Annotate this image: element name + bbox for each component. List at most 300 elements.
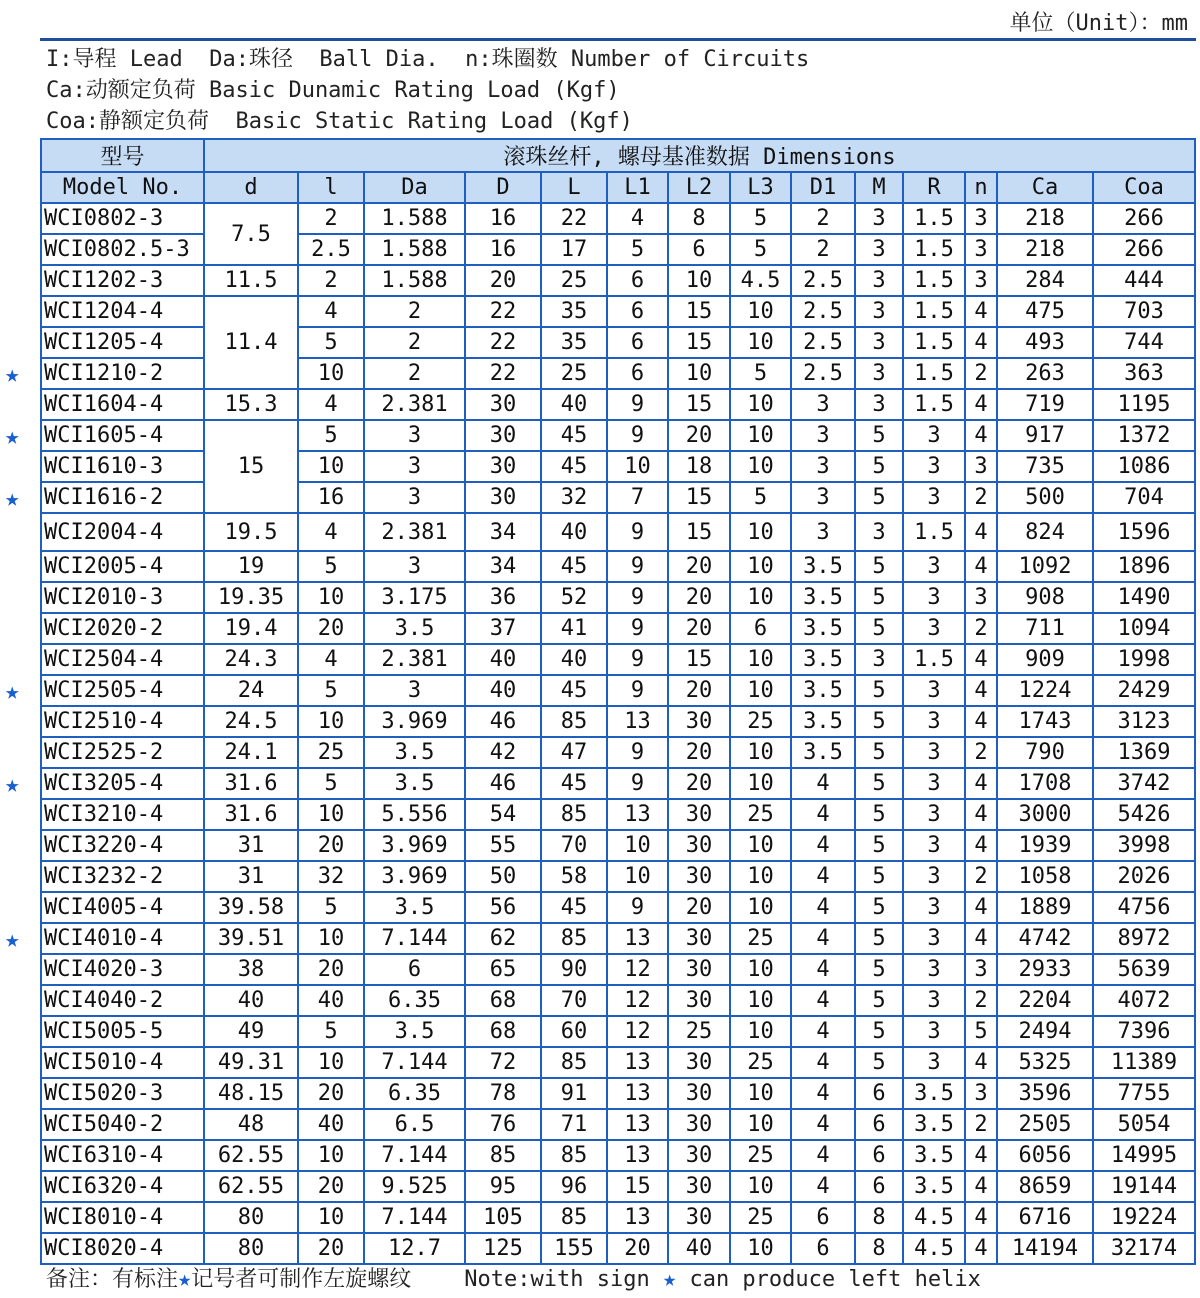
model-cell: WCI2510-4 [41, 706, 204, 737]
cell-n: 2 [965, 985, 997, 1016]
cell-l: 40 [298, 1109, 364, 1140]
cell-da: 7.144 [364, 1140, 465, 1171]
cell-d: 22 [465, 358, 541, 389]
cell-l3: 10 [730, 861, 791, 892]
cell-n: 3 [965, 451, 997, 482]
cell-ca: 3000 [997, 799, 1093, 830]
cell-coa: 19224 [1093, 1202, 1195, 1233]
cell-m: 3 [855, 644, 903, 675]
cell-coa: 444 [1093, 265, 1195, 296]
cell-d1: 3.5 [791, 675, 855, 706]
cell-l3: 10 [730, 296, 791, 327]
cell-l2: 30 [668, 1171, 730, 1202]
cell-l: 17 [541, 234, 607, 265]
cell-d: 72 [465, 1047, 541, 1078]
cell-n: 3 [965, 265, 997, 296]
cell-da: 3.5 [364, 1016, 465, 1047]
cell-d: 46 [465, 768, 541, 799]
cell-r: 3 [903, 482, 965, 513]
cell-m: 5 [855, 706, 903, 737]
cell-d: 54 [465, 799, 541, 830]
column-header: n [965, 172, 997, 203]
cell-d1: 3 [791, 513, 855, 551]
cell-coa: 1086 [1093, 451, 1195, 482]
cell-ca: 2933 [997, 954, 1093, 985]
cell-d: 62.55 [204, 1140, 298, 1171]
cell-l: 85 [541, 1047, 607, 1078]
cell-d: 49 [204, 1016, 298, 1047]
cell-r: 3 [903, 675, 965, 706]
model-header-cn: 型号 [41, 139, 204, 172]
model-cell: WCI6320-4 [41, 1171, 204, 1202]
cell-coa: 8972 [1093, 923, 1195, 954]
cell-d: 49.31 [204, 1047, 298, 1078]
cell-l: 47 [541, 737, 607, 768]
cell-m: 5 [855, 861, 903, 892]
cell-da: 3.5 [364, 768, 465, 799]
cell-da: 7.144 [364, 1202, 465, 1233]
cell-da: 1.588 [364, 203, 465, 234]
cell-l: 5 [298, 327, 364, 358]
model-cell: WCI5005-5 [41, 1016, 204, 1047]
cell-d1: 4 [791, 861, 855, 892]
cell-m: 5 [855, 737, 903, 768]
model-cell: WCI2525-2 [41, 737, 204, 768]
cell-d1: 2.5 [791, 296, 855, 327]
model-cell: WCI1610-3 [41, 451, 204, 482]
cell-d: 30 [465, 451, 541, 482]
cell-d1: 2 [791, 234, 855, 265]
cell-n: 4 [965, 706, 997, 737]
cell-coa: 3123 [1093, 706, 1195, 737]
table-row [41, 1140, 1195, 1171]
cell-l1: 6 [607, 327, 668, 358]
cell-ca: 218 [997, 234, 1093, 265]
table-row [41, 203, 1195, 234]
note-en-prefix: Note:with sign [464, 1267, 650, 1292]
cell-l1: 13 [607, 1047, 668, 1078]
model-cell: WCI2005-4 [41, 551, 204, 582]
cell-d: 39.51 [204, 923, 298, 954]
cell-m: 3 [855, 389, 903, 420]
cell-coa: 744 [1093, 327, 1195, 358]
cell-d: 39.58 [204, 892, 298, 923]
cell-ca: 719 [997, 389, 1093, 420]
cell-r: 3 [903, 768, 965, 799]
cell-m: 6 [855, 1171, 903, 1202]
cell-coa: 1998 [1093, 644, 1195, 675]
cell-ca: 711 [997, 613, 1093, 644]
cell-da: 1.588 [364, 234, 465, 265]
cell-l3: 10 [730, 644, 791, 675]
cell-n: 3 [965, 582, 997, 613]
cell-n: 4 [965, 1202, 997, 1233]
cell-l: 10 [298, 1140, 364, 1171]
cell-l: 10 [298, 451, 364, 482]
cell-l2: 8 [668, 203, 730, 234]
cell-m: 3 [855, 513, 903, 551]
cell-l1: 9 [607, 551, 668, 582]
cell-ca: 824 [997, 513, 1093, 551]
cell-l3: 10 [730, 1233, 791, 1264]
cell-l2: 30 [668, 985, 730, 1016]
cell-da: 3 [364, 451, 465, 482]
cell-d: 40 [465, 644, 541, 675]
cell-n: 3 [965, 203, 997, 234]
cell-l3: 10 [730, 582, 791, 613]
model-cell: WCI8010-4 [41, 1202, 204, 1233]
cell-da: 7.144 [364, 923, 465, 954]
cell-da: 3.969 [364, 830, 465, 861]
cell-l3: 25 [730, 923, 791, 954]
cell-r: 3 [903, 799, 965, 830]
cell-da: 12.7 [364, 1233, 465, 1264]
cell-n: 2 [965, 861, 997, 892]
table-row [41, 892, 1195, 923]
cell-m: 5 [855, 451, 903, 482]
cell-l3: 25 [730, 1140, 791, 1171]
column-header: D [465, 172, 541, 203]
cell-l1: 20 [607, 1233, 668, 1264]
cell-m: 5 [855, 954, 903, 985]
cell-da: 3.175 [364, 582, 465, 613]
cell-r: 1.5 [903, 265, 965, 296]
cell-ca: 1058 [997, 861, 1093, 892]
cell-d: 105 [465, 1202, 541, 1233]
cell-l2: 20 [668, 551, 730, 582]
star-icon: ★ [5, 924, 20, 953]
cell-l: 25 [541, 358, 607, 389]
cell-d: 30 [465, 482, 541, 513]
cell-l: 40 [541, 513, 607, 551]
cell-l1: 9 [607, 644, 668, 675]
cell-d1: 4 [791, 1171, 855, 1202]
cell-m: 5 [855, 830, 903, 861]
cell-coa: 5639 [1093, 954, 1195, 985]
cell-l: 2 [298, 265, 364, 296]
model-cell: WCI2010-3 [41, 582, 204, 613]
cell-l2: 18 [668, 451, 730, 482]
cell-d1: 2.5 [791, 358, 855, 389]
model-cell: WCI0802.5-3 [41, 234, 204, 265]
cell-n: 4 [965, 296, 997, 327]
cell-ca: 1708 [997, 768, 1093, 799]
table-row [41, 1016, 1195, 1047]
cell-l: 58 [541, 861, 607, 892]
cell-ca: 6056 [997, 1140, 1093, 1171]
cell-coa: 4756 [1093, 892, 1195, 923]
cell-d: 55 [465, 830, 541, 861]
model-cell: WCI1604-4 [41, 389, 204, 420]
column-header: R [903, 172, 965, 203]
cell-l2: 30 [668, 1047, 730, 1078]
cell-coa: 11389 [1093, 1047, 1195, 1078]
cell-r: 3 [903, 582, 965, 613]
model-cell: WCI5040-2 [41, 1109, 204, 1140]
model-cell: WCI6310-4 [41, 1140, 204, 1171]
table-row [41, 420, 1195, 451]
model-cell: WCI4020-3 [41, 954, 204, 985]
cell-l: 5 [298, 675, 364, 706]
cell-coa: 1596 [1093, 513, 1195, 551]
cell-ca: 2505 [997, 1109, 1093, 1140]
cell-ca: 2494 [997, 1016, 1093, 1047]
cell-n: 4 [965, 644, 997, 675]
cell-d1: 3 [791, 420, 855, 451]
cell-l2: 15 [668, 389, 730, 420]
cell-coa: 4072 [1093, 985, 1195, 1016]
star-icon: ★ [5, 483, 20, 512]
column-header: L2 [668, 172, 730, 203]
cell-m: 5 [855, 613, 903, 644]
cell-l3: 5 [730, 482, 791, 513]
cell-d1: 4 [791, 830, 855, 861]
cell-d: 20 [465, 265, 541, 296]
cell-da: 7.144 [364, 1047, 465, 1078]
column-header: d [204, 172, 298, 203]
cell-d1: 3 [791, 389, 855, 420]
cell-d: 62 [465, 923, 541, 954]
cell-r: 3 [903, 830, 965, 861]
model-cell: WCI1202-3 [41, 265, 204, 296]
cell-l: 45 [541, 892, 607, 923]
cell-d: 22 [465, 327, 541, 358]
cell-r: 1.5 [903, 358, 965, 389]
cell-ca: 5325 [997, 1047, 1093, 1078]
cell-l1: 13 [607, 706, 668, 737]
cell-ca: 14194 [997, 1233, 1093, 1264]
cell-ca: 4742 [997, 923, 1093, 954]
cell-r: 3 [903, 954, 965, 985]
column-header-row [41, 172, 1195, 203]
cell-da: 9.525 [364, 1171, 465, 1202]
cell-da: 2.381 [364, 389, 465, 420]
cell-d1: 3 [791, 451, 855, 482]
model-cell: WCI4040-2 [41, 985, 204, 1016]
cell-l2: 15 [668, 513, 730, 551]
cell-l2: 15 [668, 482, 730, 513]
column-header: L1 [607, 172, 668, 203]
cell-da: 2 [364, 327, 465, 358]
cell-n: 3 [965, 234, 997, 265]
cell-ca: 917 [997, 420, 1093, 451]
cell-d: 30 [465, 389, 541, 420]
table-row [41, 675, 1195, 706]
cell-d1: 3.5 [791, 582, 855, 613]
cell-l: 45 [541, 768, 607, 799]
cell-d: 7.5 [204, 203, 298, 265]
cell-d1: 3.5 [791, 551, 855, 582]
cell-d1: 2.5 [791, 327, 855, 358]
table-row [41, 551, 1195, 582]
cell-d: 68 [465, 1016, 541, 1047]
cell-d1: 4 [791, 1109, 855, 1140]
table-row [41, 389, 1195, 420]
table-row [41, 1171, 1195, 1202]
model-cell: WCI1616-2 [41, 482, 204, 513]
cell-l: 10 [298, 1047, 364, 1078]
cell-l2: 20 [668, 737, 730, 768]
cell-d: 40 [204, 985, 298, 1016]
cell-l: 10 [298, 1202, 364, 1233]
cell-l2: 20 [668, 420, 730, 451]
cell-d: 22 [465, 296, 541, 327]
cell-coa: 19144 [1093, 1171, 1195, 1202]
model-cell: WCI3220-4 [41, 830, 204, 861]
cell-r: 3 [903, 613, 965, 644]
cell-n: 4 [965, 1047, 997, 1078]
cell-l2: 20 [668, 768, 730, 799]
cell-l: 2.5 [298, 234, 364, 265]
cell-l3: 25 [730, 1202, 791, 1233]
cell-d: 76 [465, 1109, 541, 1140]
cell-da: 6.35 [364, 985, 465, 1016]
cell-n: 3 [965, 1078, 997, 1109]
cell-d: 37 [465, 613, 541, 644]
table-row [41, 513, 1195, 551]
star-icon: ★ [178, 1267, 192, 1292]
cell-d: 24.3 [204, 644, 298, 675]
table-row [41, 296, 1195, 327]
column-header: D1 [791, 172, 855, 203]
cell-d: 16 [465, 203, 541, 234]
cell-d1: 4 [791, 923, 855, 954]
cell-l: 45 [541, 675, 607, 706]
table-row [41, 1078, 1195, 1109]
cell-l2: 20 [668, 582, 730, 613]
cell-l3: 10 [730, 830, 791, 861]
cell-n: 4 [965, 513, 997, 551]
cell-d1: 4 [791, 1078, 855, 1109]
cell-r: 3 [903, 737, 965, 768]
cell-l2: 30 [668, 954, 730, 985]
cell-d: 56 [465, 892, 541, 923]
footnote [46, 1262, 981, 1293]
cell-l3: 10 [730, 985, 791, 1016]
table-row [41, 861, 1195, 892]
cell-r: 1.5 [903, 644, 965, 675]
model-cell: WCI1210-2 [41, 358, 204, 389]
cell-l: 45 [541, 420, 607, 451]
cell-l2: 20 [668, 675, 730, 706]
column-header: L [541, 172, 607, 203]
cell-d: 46 [465, 706, 541, 737]
spec-body [41, 203, 1195, 1264]
cell-coa: 2429 [1093, 675, 1195, 706]
cell-ca: 263 [997, 358, 1093, 389]
cell-l1: 9 [607, 582, 668, 613]
cell-coa: 703 [1093, 296, 1195, 327]
cell-da: 3 [364, 482, 465, 513]
model-cell: WCI1605-4 [41, 420, 204, 451]
cell-d: 16 [465, 234, 541, 265]
column-header: L3 [730, 172, 791, 203]
cell-m: 3 [855, 327, 903, 358]
legend-line-2: Ca:动额定负荷 Basic Dunamic Rating Load (Kgf) [46, 78, 620, 103]
table-row [41, 265, 1195, 296]
table-row [41, 737, 1195, 768]
cell-r: 4.5 [903, 1233, 965, 1264]
cell-l3: 10 [730, 420, 791, 451]
cell-d: 125 [465, 1233, 541, 1264]
cell-l: 25 [298, 737, 364, 768]
cell-l3: 10 [730, 513, 791, 551]
table-row [41, 954, 1195, 985]
cell-m: 8 [855, 1202, 903, 1233]
cell-d: 11.5 [204, 265, 298, 296]
cell-l: 85 [541, 706, 607, 737]
cell-l2: 30 [668, 1109, 730, 1140]
cell-l3: 10 [730, 1016, 791, 1047]
cell-l3: 10 [730, 389, 791, 420]
cell-coa: 14995 [1093, 1140, 1195, 1171]
cell-l: 52 [541, 582, 607, 613]
cell-n: 3 [965, 954, 997, 985]
cell-d: 31 [204, 861, 298, 892]
cell-l: 20 [298, 1171, 364, 1202]
cell-ca: 6716 [997, 1202, 1093, 1233]
cell-coa: 1369 [1093, 737, 1195, 768]
cell-d1: 4 [791, 1140, 855, 1171]
cell-ca: 1224 [997, 675, 1093, 706]
cell-coa: 266 [1093, 234, 1195, 265]
cell-l: 4 [298, 296, 364, 327]
unit-label: 单位（Unit）：mm [1009, 11, 1188, 36]
cell-da: 6.35 [364, 1078, 465, 1109]
cell-l: 71 [541, 1109, 607, 1140]
model-cell: WCI3205-4 [41, 768, 204, 799]
cell-l: 20 [298, 613, 364, 644]
cell-m: 3 [855, 358, 903, 389]
cell-d: 40 [465, 675, 541, 706]
legend-line-3: Coa:静额定负荷 Basic Static Rating Load (Kgf) [46, 109, 633, 134]
cell-r: 3 [903, 985, 965, 1016]
cell-n: 4 [965, 327, 997, 358]
cell-l3: 10 [730, 551, 791, 582]
cell-da: 6 [364, 954, 465, 985]
cell-l: 70 [541, 985, 607, 1016]
table-row [41, 706, 1195, 737]
cell-ca: 1889 [997, 892, 1093, 923]
cell-l: 41 [541, 613, 607, 644]
star-icon: ★ [662, 1267, 677, 1292]
cell-d: 48.15 [204, 1078, 298, 1109]
cell-m: 3 [855, 203, 903, 234]
cell-l2: 30 [668, 1140, 730, 1171]
cell-l2: 30 [668, 923, 730, 954]
cell-l: 70 [541, 830, 607, 861]
cell-n: 4 [965, 551, 997, 582]
cell-l2: 15 [668, 327, 730, 358]
cell-da: 2 [364, 358, 465, 389]
cell-l: 85 [541, 1202, 607, 1233]
model-cell: WCI1205-4 [41, 327, 204, 358]
cell-l: 90 [541, 954, 607, 985]
cell-d: 19.5 [204, 513, 298, 551]
cell-m: 5 [855, 675, 903, 706]
cell-coa: 3998 [1093, 830, 1195, 861]
cell-m: 5 [855, 799, 903, 830]
model-cell: WCI2505-4 [41, 675, 204, 706]
cell-d: 78 [465, 1078, 541, 1109]
cell-r: 3 [903, 892, 965, 923]
cell-da: 3.969 [364, 706, 465, 737]
cell-l1: 5 [607, 234, 668, 265]
cell-n: 4 [965, 830, 997, 861]
cell-m: 5 [855, 923, 903, 954]
cell-l: 5 [298, 551, 364, 582]
cell-l1: 9 [607, 389, 668, 420]
